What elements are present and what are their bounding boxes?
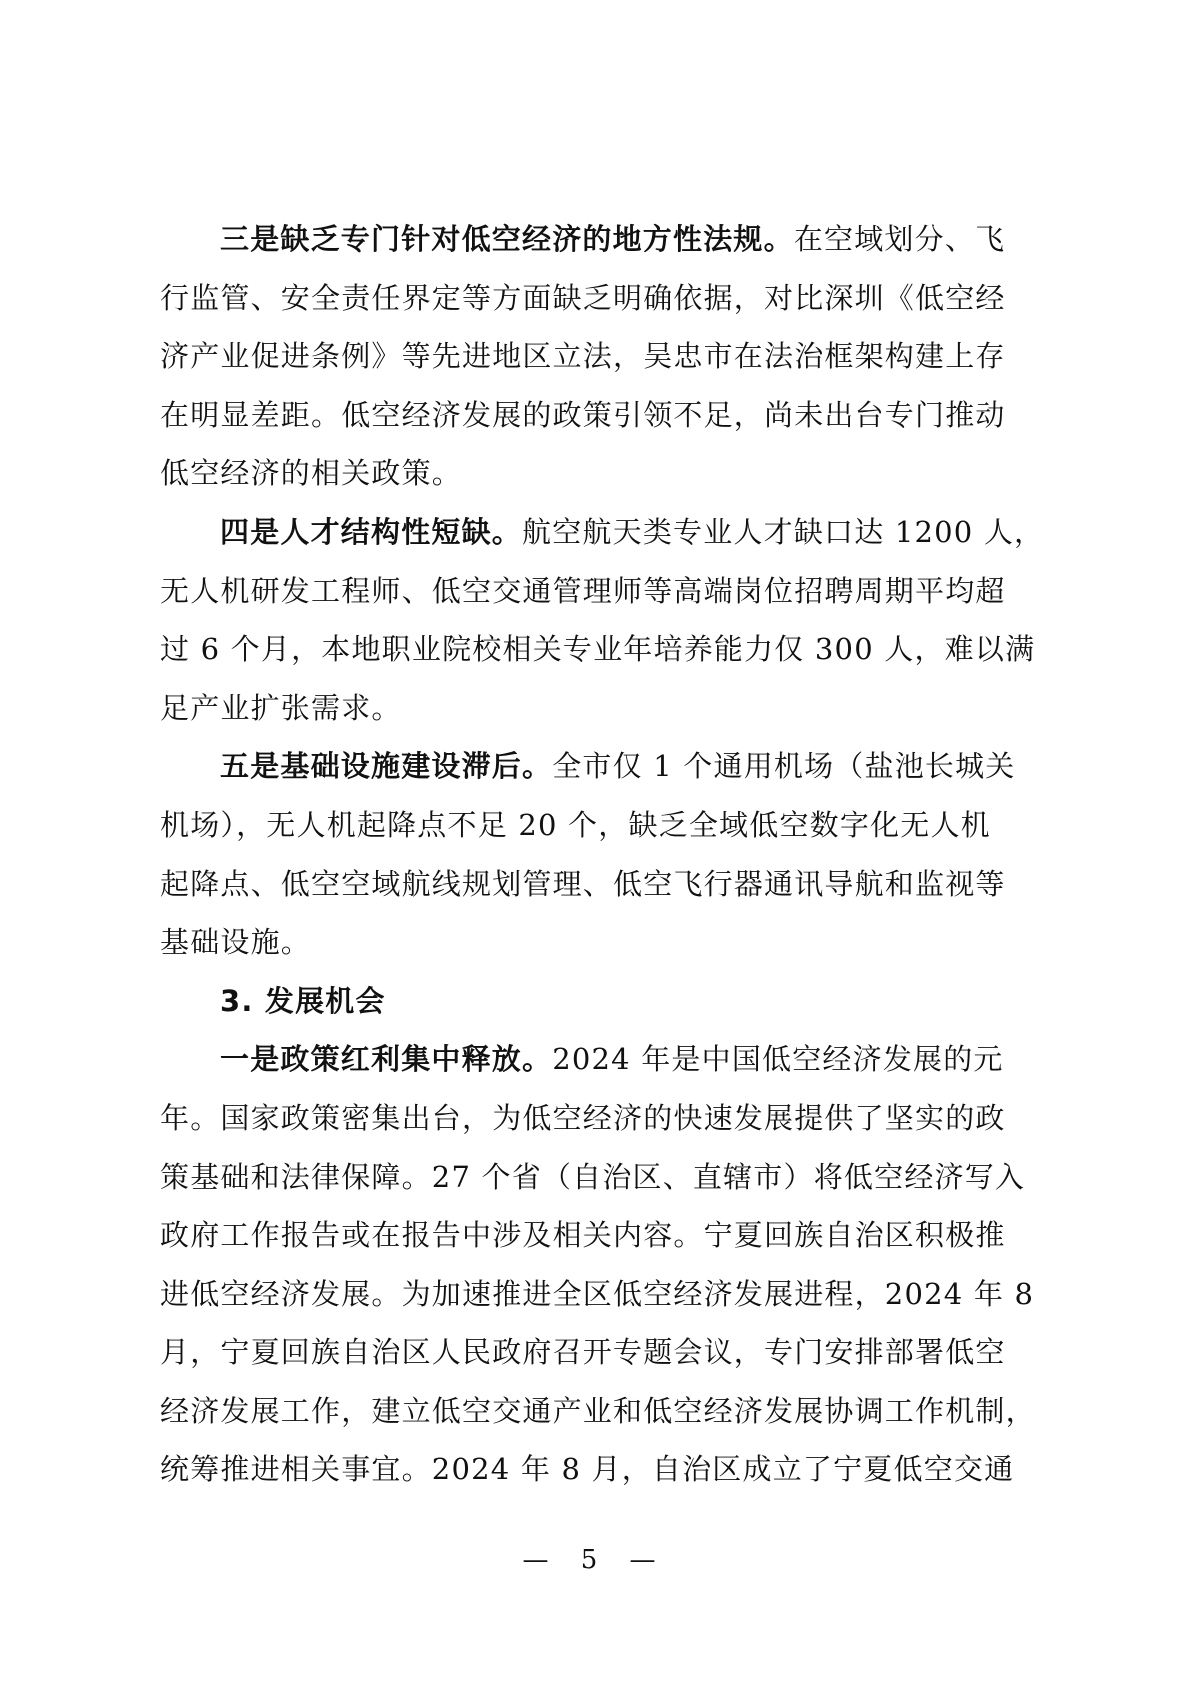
paragraph-lead-heading: 四是人才结构性短缺。: [220, 514, 523, 549]
paragraph-line: 在明显差距。低空经济发展的政策引领不足，尚未出台专门推动: [160, 397, 1006, 432]
paragraph-line: 行监管、安全责任界定等方面缺乏明确依据，对比深圳《低空经: [160, 280, 1006, 315]
paragraph-line: 济产业促进条例》等先进地区立法，吴忠市在法治框架构建上存: [160, 339, 1006, 374]
page-number: — 5 —: [522, 1545, 668, 1575]
paragraph-line: 经济发展工作，建立低空交通产业和低空经济发展协调工作机制，: [160, 1393, 1036, 1428]
paragraph-text: 2024 年是中国低空经济发展的元: [552, 1042, 1004, 1077]
paragraph-line: 统筹推进相关事宜。2024 年 8 月，自治区成立了宁夏低空交通: [160, 1452, 1015, 1487]
paragraph-line: 政府工作报告或在报告中涉及相关内容。宁夏回族自治区积极推: [160, 1218, 1006, 1253]
paragraph-line: 低空经济的相关政策。: [160, 456, 463, 491]
paragraph-text: 全市仅 1 个通用机场（盐池长城关: [552, 749, 1016, 784]
paragraph-line: [160, 737, 1040, 796]
section-heading: 3. 发展机会: [220, 983, 386, 1018]
paragraph-line: 进低空经济发展。为加速推进全区低空经济发展进程，2024 年 8: [160, 1276, 1035, 1311]
paragraph-line: 足产业扩张需求。: [160, 690, 402, 725]
paragraph-line: 策基础和法律保障。27 个省（自治区、直辖市）将低空经济写入: [160, 1159, 1026, 1194]
paragraph-lead-heading: 三是缺乏专门针对低空经济的地方性法规。: [220, 222, 794, 256]
paragraph-lead-heading: 一是政策红利集中释放。: [220, 1042, 553, 1077]
paragraph-line: 年。国家政策密集出台，为低空经济的快速发展提供了坚实的政: [160, 1100, 1006, 1135]
paragraph-text: 航空航天类专业人才缺口达 1200 人，: [522, 514, 1045, 549]
paragraph-line: 基础设施。: [160, 925, 312, 960]
paragraph-line: 机场），无人机起降点不足 20 个，缺乏全域低空数字化无人机: [160, 807, 991, 842]
paragraph-line: 无人机研发工程师、低空交通管理师等高端岗位招聘周期平均超: [160, 573, 1006, 608]
paragraph-line: [160, 503, 1045, 562]
paragraph-lead-heading: 五是基础设施建设滞后。: [220, 749, 553, 784]
paragraph-line: [160, 1030, 1040, 1089]
paragraph-line: 月，宁夏回族自治区人民政府召开专题会议，专门安排部署低空: [160, 1335, 1006, 1370]
document-body: [160, 210, 1045, 1499]
paragraph-text: 在空域划分、飞: [793, 222, 1006, 256]
paragraph-line: 过 6 个月，本地职业院校相关专业年培养能力仅 300 人，难以满: [160, 632, 1036, 667]
paragraph-line: 起降点、低空空域航线规划管理、低空飞行器通讯导航和监视等: [160, 866, 1006, 901]
paragraph-line: [160, 210, 1040, 269]
